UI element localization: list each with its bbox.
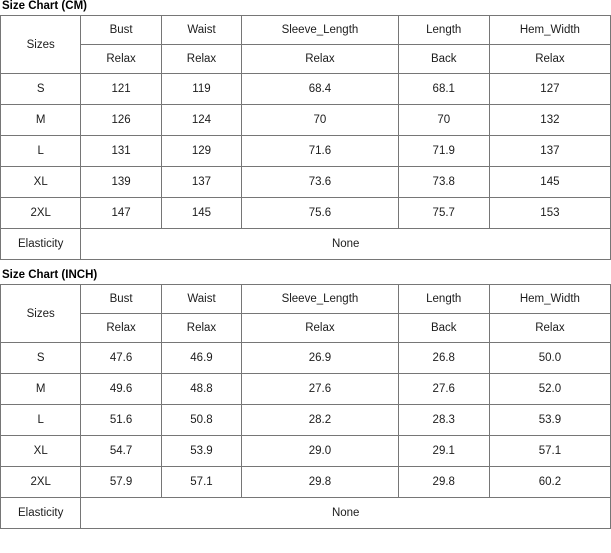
cell-size: S (1, 74, 81, 105)
cell-bust: 51.6 (81, 405, 161, 436)
cell-bust: 47.6 (81, 343, 161, 374)
cell-waist: 48.8 (161, 374, 241, 405)
cell-size: L (1, 405, 81, 436)
cell-length: 75.7 (398, 198, 489, 229)
header-cell-waist: Waist (161, 16, 241, 45)
cell-length: 68.1 (398, 74, 489, 105)
cell-waist: 145 (161, 198, 241, 229)
cell-hem-width: 52.0 (489, 374, 610, 405)
cell-waist: 57.1 (161, 467, 241, 498)
cell-sleeve-length: 26.9 (242, 343, 399, 374)
cell-sleeve-length: 70 (242, 105, 399, 136)
cell-sleeve-length: 73.6 (242, 167, 399, 198)
cell-length: 27.6 (398, 374, 489, 405)
table-row (1, 74, 611, 105)
subheader-cell-waist: Relax (161, 45, 241, 74)
cell-waist: 137 (161, 167, 241, 198)
subheader-cell-bust: Relax (81, 45, 161, 74)
table-row (1, 436, 611, 467)
size-chart-cm-table (0, 15, 611, 260)
subheader-cell-hem-width: Relax (489, 45, 610, 74)
cell-bust: 121 (81, 74, 161, 105)
cell-hem-width: 53.9 (489, 405, 610, 436)
cell-length: 29.8 (398, 467, 489, 498)
table-row (1, 343, 611, 374)
cell-waist: 119 (161, 74, 241, 105)
subheader-cell-waist: Relax (161, 314, 241, 343)
cell-size: S (1, 343, 81, 374)
header-cell-length: Length (398, 285, 489, 314)
cell-size: L (1, 136, 81, 167)
table-header-row (1, 285, 611, 314)
cell-size: M (1, 105, 81, 136)
cell-hem-width: 153 (489, 198, 610, 229)
size-chart-inch-title: Size Chart (INCH) (2, 269, 98, 281)
cell-hem-width: 132 (489, 105, 610, 136)
cell-length: 29.1 (398, 436, 489, 467)
header-cell-bust: Bust (81, 285, 161, 314)
elasticity-label: Elasticity (1, 229, 81, 260)
cell-bust: 57.9 (81, 467, 161, 498)
cell-hem-width: 50.0 (489, 343, 610, 374)
subheader-cell-sleeve-length: Relax (242, 314, 399, 343)
cell-sleeve-length: 29.8 (242, 467, 399, 498)
header-cell-bust: Bust (81, 16, 161, 45)
size-chart-inch-table (0, 284, 611, 529)
bottom-padding (0, 529, 611, 535)
cell-waist: 50.8 (161, 405, 241, 436)
header-cell-sleeve-length: Sleeve_Length (242, 16, 399, 45)
subheader-cell-sleeve-length: Relax (242, 45, 399, 74)
size-chart-cm-title: Size Chart (CM) (2, 0, 87, 12)
elasticity-value: None (81, 229, 611, 260)
cell-waist: 129 (161, 136, 241, 167)
table-row (1, 405, 611, 436)
cell-length: 73.8 (398, 167, 489, 198)
cell-sleeve-length: 71.6 (242, 136, 399, 167)
cell-waist: 46.9 (161, 343, 241, 374)
subheader-cell-bust: Relax (81, 314, 161, 343)
cell-bust: 49.6 (81, 374, 161, 405)
elasticity-row (1, 498, 611, 529)
table-subheader-row (1, 45, 611, 74)
cell-length: 71.9 (398, 136, 489, 167)
table-row (1, 467, 611, 498)
header-cell-waist: Waist (161, 285, 241, 314)
cell-hem-width: 145 (489, 167, 610, 198)
elasticity-row (1, 229, 611, 260)
header-cell-sleeve-length: Sleeve_Length (242, 285, 399, 314)
table-row (1, 374, 611, 405)
cell-sleeve-length: 68.4 (242, 74, 399, 105)
cell-sleeve-length: 28.2 (242, 405, 399, 436)
chart-spacer (0, 260, 611, 269)
cell-waist: 53.9 (161, 436, 241, 467)
cell-size: M (1, 374, 81, 405)
table-header-row (1, 16, 611, 45)
cell-hem-width: 57.1 (489, 436, 610, 467)
table-subheader-row (1, 314, 611, 343)
header-cell-hem-width: Hem_Width (489, 16, 610, 45)
cell-bust: 147 (81, 198, 161, 229)
cell-size: 2XL (1, 198, 81, 229)
header-cell-sizes: Sizes (1, 16, 81, 74)
cell-bust: 126 (81, 105, 161, 136)
cell-waist: 124 (161, 105, 241, 136)
cell-size: XL (1, 167, 81, 198)
cell-bust: 131 (81, 136, 161, 167)
elasticity-value: None (81, 498, 611, 529)
cell-size: XL (1, 436, 81, 467)
cell-sleeve-length: 29.0 (242, 436, 399, 467)
subheader-cell-length: Back (398, 314, 489, 343)
cell-bust: 54.7 (81, 436, 161, 467)
header-cell-sizes: Sizes (1, 285, 81, 343)
cell-size: 2XL (1, 467, 81, 498)
cell-sleeve-length: 27.6 (242, 374, 399, 405)
cell-hem-width: 127 (489, 74, 610, 105)
cell-length: 70 (398, 105, 489, 136)
cell-hem-width: 60.2 (489, 467, 610, 498)
subheader-cell-length: Back (398, 45, 489, 74)
cell-sleeve-length: 75.6 (242, 198, 399, 229)
subheader-cell-hem-width: Relax (489, 314, 610, 343)
elasticity-label: Elasticity (1, 498, 81, 529)
cell-length: 26.8 (398, 343, 489, 374)
table-row (1, 105, 611, 136)
cell-bust: 139 (81, 167, 161, 198)
table-row (1, 198, 611, 229)
table-row (1, 136, 611, 167)
header-cell-hem-width: Hem_Width (489, 285, 610, 314)
cell-hem-width: 137 (489, 136, 610, 167)
header-cell-length: Length (398, 16, 489, 45)
cell-length: 28.3 (398, 405, 489, 436)
table-row (1, 167, 611, 198)
